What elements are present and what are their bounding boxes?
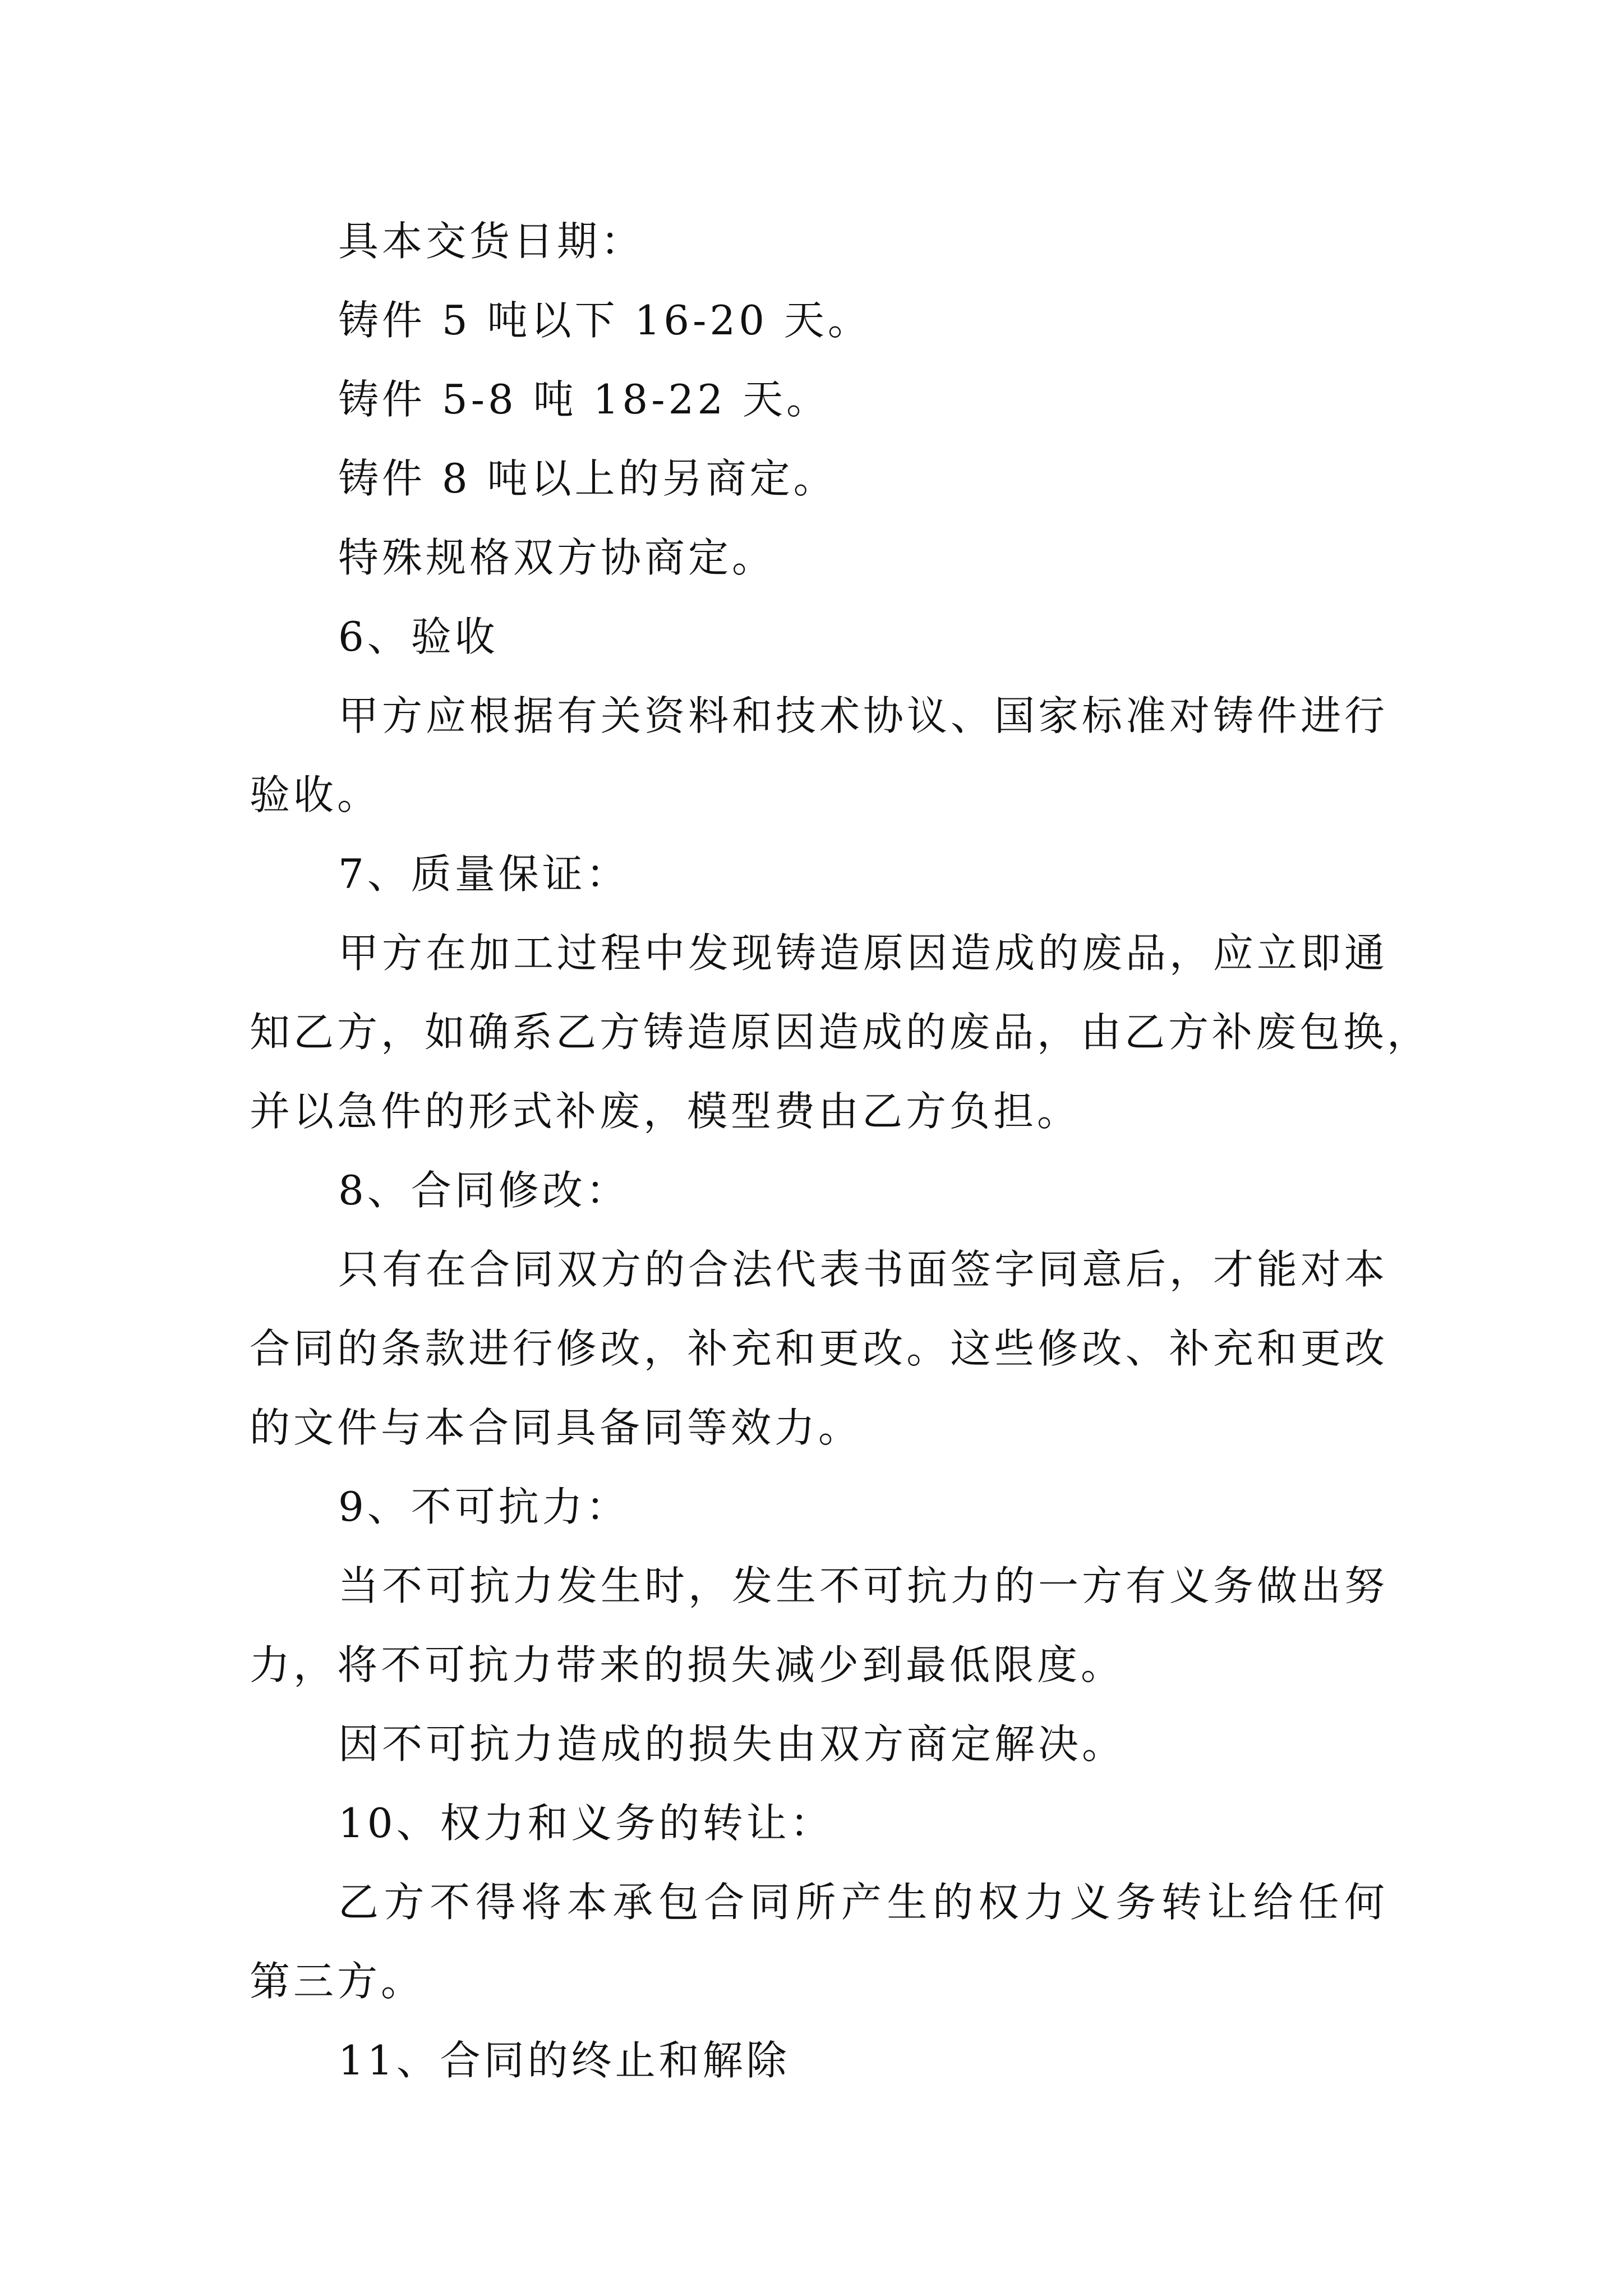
section-8-heading: 8、合同修改： xyxy=(338,1167,630,1214)
section-6-text-line-2: 验收。 xyxy=(250,771,381,818)
delivery-term-special: 特殊规格双方协商定。 xyxy=(338,534,776,581)
section-9-text-line-2: 力，将不可抗力带来的损失减少到最低限度。 xyxy=(250,1641,1125,1688)
section-9-heading: 9、不可抗力： xyxy=(338,1483,630,1530)
section-10-text-line-2: 第三方。 xyxy=(250,1958,425,2005)
section-9-text-line-3: 因不可抗力造成的损失由双方商定解决。 xyxy=(338,1720,1126,1768)
section-8-text-line-2: 合同的条款进行修改，补充和更改。这些修改、补充和更改 xyxy=(250,1325,1388,1372)
section-9-text-line-1: 当不可抗力发生时，发生不可抗力的一方有义务做出努 xyxy=(338,1562,1389,1609)
section-7-text-line-3: 并以急件的形式补废，模型费由乙方负担。 xyxy=(250,1088,1081,1135)
contract-text xyxy=(250,202,1431,2100)
section-6-text-line-1: 甲方应根据有关资料和技术协议、国家标准对铸件进行 xyxy=(338,692,1389,739)
section-7-text-line-1: 甲方在加工过程中发现铸造原因造成的废品，应立即通 xyxy=(338,930,1389,977)
delivery-term-over-8t: 铸件 8 吨以上的另商定。 xyxy=(338,455,837,502)
section-6-heading: 6、验收 xyxy=(338,613,499,660)
delivery-term-under-5t: 铸件 5 吨以下 16-20 天。 xyxy=(338,297,872,344)
delivery-term-5-8t: 铸件 5-8 吨 18-22 天。 xyxy=(338,376,831,423)
section-7-heading: 7、质量保证： xyxy=(338,850,630,898)
section-10-text-line-1: 乙方不得将本承包合同所产生的权力义务转让给任何 xyxy=(338,1879,1388,1926)
section-8-text-line-3: 的文件与本合同具备同等效力。 xyxy=(250,1404,863,1451)
section-8-text-line-1: 只有在合同双方的合法代表书面签字同意后，才能对本 xyxy=(338,1246,1389,1293)
section-11-heading: 11、合同的终止和解除 xyxy=(338,2037,790,2084)
section-7-text-line-2: 知乙方，如确系乙方铸造原因造成的废品，由乙方补废包换， xyxy=(250,1009,1431,1056)
section-10-heading: 10、权力和义务的转让： xyxy=(338,1800,834,1847)
delivery-date-heading: 具本交货日期： xyxy=(338,218,645,265)
